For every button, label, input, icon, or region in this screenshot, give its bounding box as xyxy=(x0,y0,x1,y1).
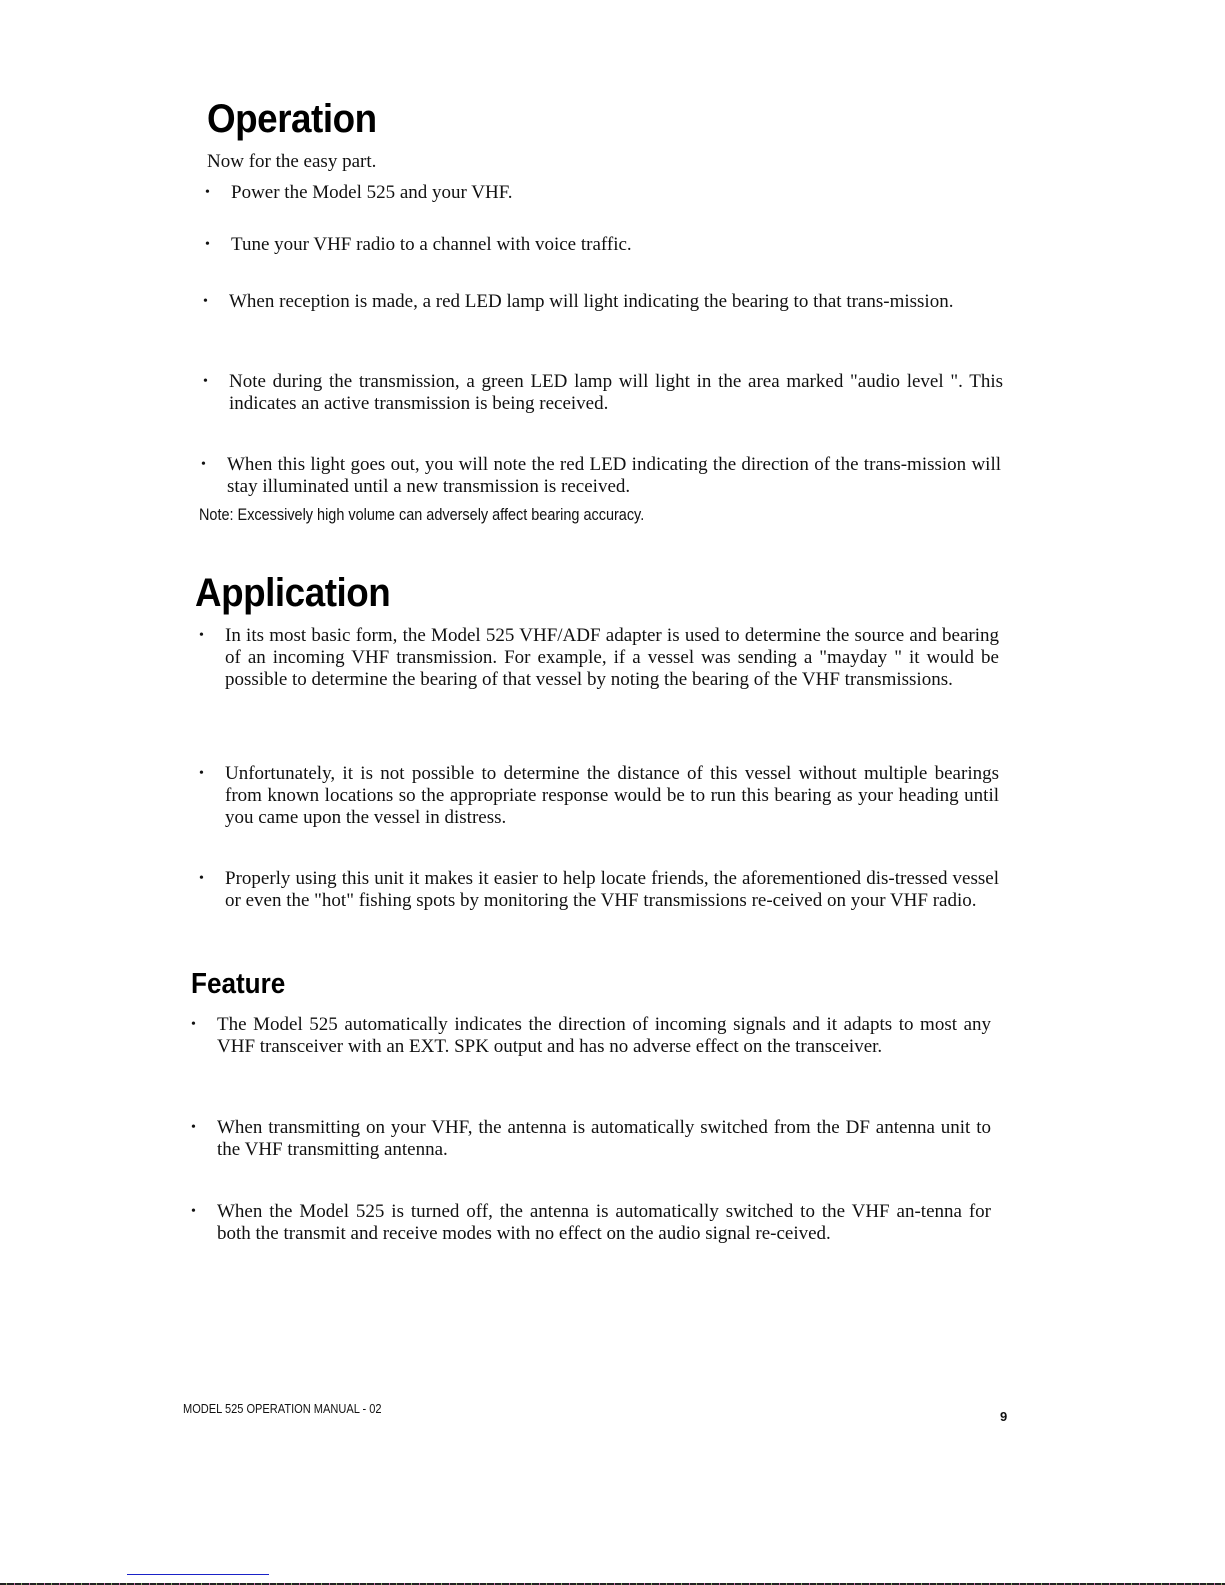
operation-bullet-5: • When this light goes out, you will note the red LED indicating the direction of the trans-mission will stay illuminated until a new transmission is received. xyxy=(201,454,1001,497)
bullet-icon: • xyxy=(191,1017,196,1032)
bullet-icon: • xyxy=(199,871,204,886)
application-heading: Application xyxy=(195,571,391,615)
page-number: 9 xyxy=(1000,1409,1008,1424)
operation-intro: Now for the easy part. xyxy=(207,151,377,172)
footer-manual-title: MODEL 525 OPERATION MANUAL - 02 xyxy=(183,1401,382,1416)
feature-heading: Feature xyxy=(191,968,286,1000)
link-underline xyxy=(127,1574,269,1575)
bullet-icon: • xyxy=(205,237,210,252)
operation-bullet-3: • When reception is made, a red LED lamp will light indicating the bearing to that trans-mission. xyxy=(203,291,954,312)
bullet-icon: • xyxy=(203,374,208,389)
bullet-icon: • xyxy=(191,1204,196,1219)
feature-bullet-3: • When the Model 525 is turned off, the antenna is automatically switched to the VHF an-tenna for both the transmit and receive modes with no effect on the audio signal re-ceived. xyxy=(191,1201,991,1244)
bullet-icon: • xyxy=(199,628,204,643)
application-bullet-2: • Unfortunately, it is not possible to determine the distance of this vessel without multiple bearings from known locations so the appropriate response would be to run this bearing as your heading until you came upon the vessel in distress. xyxy=(199,763,999,828)
application-bullet-3: • Properly using this unit it makes it easier to help locate friends, the aforementioned dis-tressed vessel or even the "hot" fishing spots by monitoring the VHF transmissions re-ceived on your VHF radio. xyxy=(199,868,999,911)
application-bullet-1: • In its most basic form, the Model 525 VHF/ADF adapter is used to determine the source and bearing of an incoming VHF transmission. For example, if a vessel was sending a "mayday " it would be possible to determine the bearing of that vessel by noting the bearing of the VHF transmissions. xyxy=(199,625,999,690)
bullet-icon: • xyxy=(199,766,204,781)
feature-bullet-1: • The Model 525 automatically indicates the direction of incoming signals and it adapts to most any VHF transceiver with an EXT. SPK output and has no adverse effect on the transceiver. xyxy=(191,1014,991,1057)
operation-heading: Operation xyxy=(207,97,377,141)
bullet-icon: • xyxy=(191,1120,196,1135)
bullet-icon: • xyxy=(201,457,206,472)
bullet-icon: • xyxy=(203,294,208,309)
operation-bullet-2: • Tune your VHF radio to a channel with voice traffic. xyxy=(205,234,632,255)
operation-bullet-4: • Note during the transmission, a green LED lamp will light in the area marked "audio level ". This indicates an active transmission is being received. xyxy=(203,371,1003,414)
feature-bullet-2: • When transmitting on your VHF, the antenna is automatically switched from the DF antenna unit to the VHF transmitting antenna. xyxy=(191,1117,991,1160)
bullet-icon: • xyxy=(205,185,210,200)
operation-note: Note: Excessively high volume can adversely affect bearing accuracy. xyxy=(199,505,645,524)
operation-bullet-1: • Power the Model 525 and your VHF. xyxy=(205,182,513,203)
